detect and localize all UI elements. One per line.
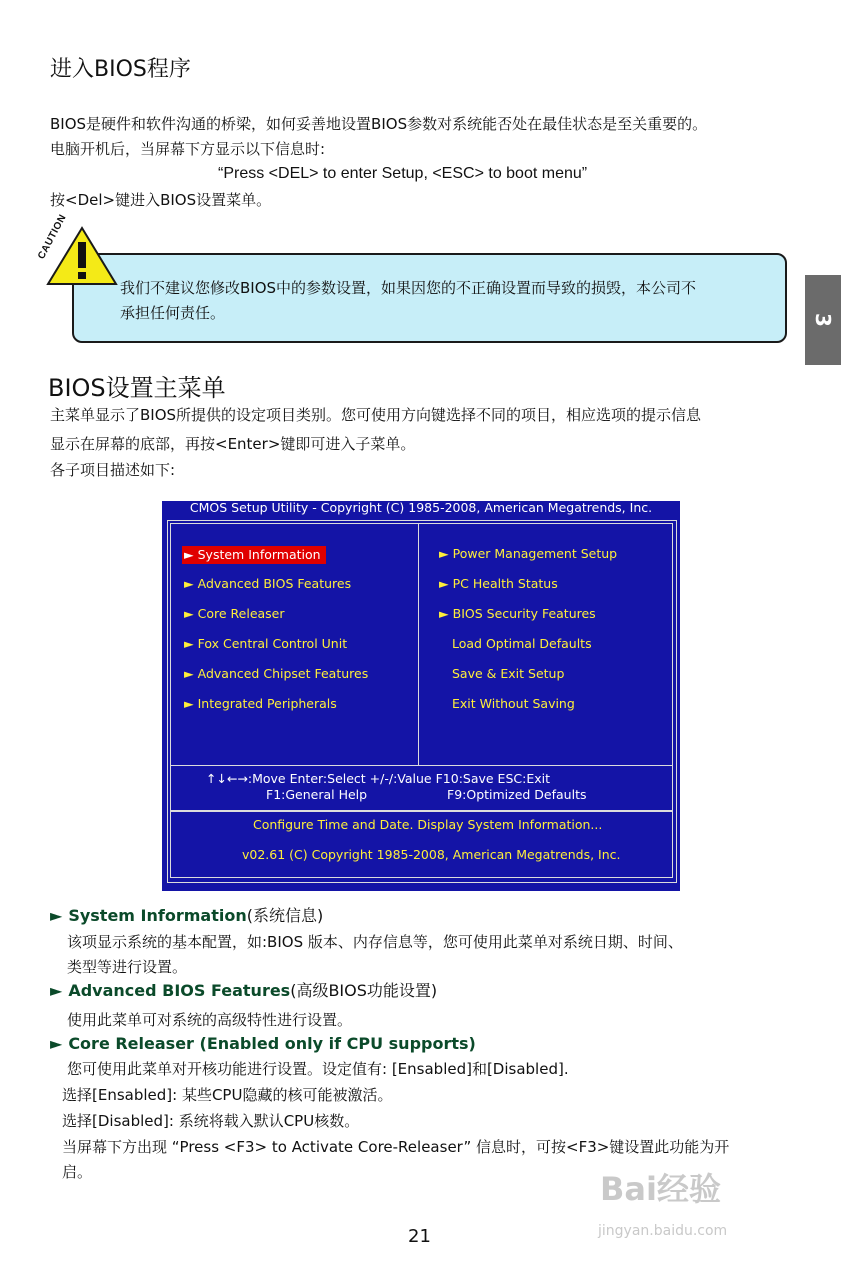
menu-intro-line-1: 主菜单显示了BIOS所提供的设定项目类别。您可使用方向键选择不同的项目，相应选项的提示信息	[50, 406, 702, 424]
bios-menu-advanced-chipset-features[interactable]: ► Advanced Chipset Features	[184, 666, 369, 681]
intro-line-3: 按<Del>键进入BIOS设置菜单。	[50, 191, 272, 209]
triangle-bullet-icon: ►	[50, 981, 63, 1000]
bios-column-divider	[418, 523, 419, 766]
baidu-watermark-url: jingyan.baidu.com	[598, 1223, 728, 1239]
advanced-line-1: 使用此菜单可对系统的高级特性进行设置。	[67, 1011, 353, 1029]
sysinfo-line-1: 该项显示系统的基本配置，如:BIOS 版本、内存信息等，您可使用此菜单对系统日期、时间、	[67, 933, 683, 951]
caution-line-2: 承担任何责任。	[120, 304, 226, 322]
triangle-bullet-icon: ►	[50, 1034, 63, 1053]
bios-keys-optimized-defaults: F9:Optimized Defaults	[447, 787, 587, 802]
bios-arrow-icon: ►	[184, 606, 194, 621]
menu-intro-line-3: 各子项目描述如下:	[50, 461, 176, 479]
baidu-watermark: Bai经验	[600, 1170, 721, 1208]
menu-intro-line-2: 显示在屏幕的底部，再按<Enter>键即可进入子菜单。	[50, 435, 416, 453]
section-core-releaser: ► Core Releaser (Enabled only if CPU supports)	[50, 1034, 476, 1053]
bios-menu-integrated-peripherals[interactable]: ► Integrated Peripherals	[184, 696, 337, 711]
bios-keys-line-1: ↑↓←→:Move Enter:Select +/-/:Value F10:Save ESC:Exit	[206, 771, 551, 786]
bios-menu-exit-without-saving[interactable]: Exit Without Saving	[452, 696, 575, 711]
core-line-4: 当屏幕下方出现 “Press <F3> to Activate Core-Releaser” 信息时，可按<F3>键设置此功能为开	[62, 1138, 730, 1156]
bios-title: CMOS Setup Utility - Copyright (C) 1985-2008, American Megatrends, Inc.	[189, 500, 653, 515]
core-line-1: 您可使用此菜单对开核功能进行设置。设定值有: [Ensabled]和[Disabled].	[67, 1060, 569, 1078]
sysinfo-line-2: 类型等进行设置。	[67, 958, 188, 976]
bios-menu-fox-central-control-unit[interactable]: ► Fox Central Control Unit	[184, 636, 348, 651]
caution-line-1: 我们不建议您修改BIOS中的参数设置，如果因您的不正确设置而导致的损毁，本公司不	[120, 279, 697, 297]
intro-line-1: BIOS是硬件和软件沟通的桥梁，如何妥善地设置BIOS参数对系统能否处在最佳状态是至关重要的。	[50, 115, 708, 133]
bios-menu-advanced-bios-features[interactable]: ► Advanced BIOS Features	[184, 576, 352, 591]
bios-menu-core-releaser[interactable]: ► Core Releaser	[184, 606, 285, 621]
caution-label: CAUTION	[36, 212, 69, 262]
bios-menu-system-information[interactable]: ► System Information	[182, 546, 326, 564]
intro-line-2: 电脑开机后，当屏幕下方显示以下信息时:	[50, 140, 326, 158]
bios-arrow-icon: ►	[184, 547, 194, 562]
bios-menu-save-exit-setup[interactable]: Save & Exit Setup	[452, 666, 565, 681]
bios-arrow-icon: ►	[184, 696, 194, 711]
chapter-tab	[805, 275, 841, 365]
bios-arrow-icon: ►	[439, 576, 449, 591]
core-line-5: 启。	[62, 1163, 93, 1181]
bios-keys-divider	[170, 765, 673, 766]
chapter-number: 3	[810, 313, 835, 327]
bios-version: v02.61 (C) Copyright 1985-2008, American Megatrends, Inc.	[242, 847, 621, 862]
section-title: 进入BIOS程序	[50, 57, 191, 82]
bios-arrow-icon: ►	[439, 606, 449, 621]
bios-arrow-icon: ►	[439, 546, 449, 561]
section-system-information: ► System Information(系统信息)	[50, 906, 324, 925]
bios-menu-power-management-setup[interactable]: ► Power Management Setup	[439, 546, 618, 561]
menu-title: BIOS设置主菜单	[48, 374, 226, 402]
bios-menu-bios-security-features[interactable]: ► BIOS Security Features	[439, 606, 596, 621]
bios-menu-load-optimal-defaults[interactable]: Load Optimal Defaults	[452, 636, 592, 651]
bios-keys-general-help: F1:General Help	[266, 787, 368, 802]
boot-message: “Press <DEL> to enter Setup, <ESC> to boot menu”	[218, 165, 588, 182]
core-line-2: 选择[Ensabled]: 某些CPU隐藏的核可能被激活。	[62, 1086, 393, 1104]
bios-help-text: Configure Time and Date. Display System Information...	[253, 817, 603, 832]
bios-arrow-icon: ►	[184, 666, 194, 681]
section-advanced-bios-features: ► Advanced BIOS Features(高级BIOS功能设置)	[50, 981, 438, 1000]
bios-arrow-icon: ►	[184, 576, 194, 591]
page-number: 21	[408, 1226, 431, 1247]
triangle-bullet-icon: ►	[50, 906, 63, 925]
bios-arrow-icon: ►	[184, 636, 194, 651]
bios-menu-pc-health-status[interactable]: ► PC Health Status	[439, 576, 558, 591]
core-line-3: 选择[Disabled]: 系统将载入默认CPU核数。	[62, 1112, 360, 1130]
